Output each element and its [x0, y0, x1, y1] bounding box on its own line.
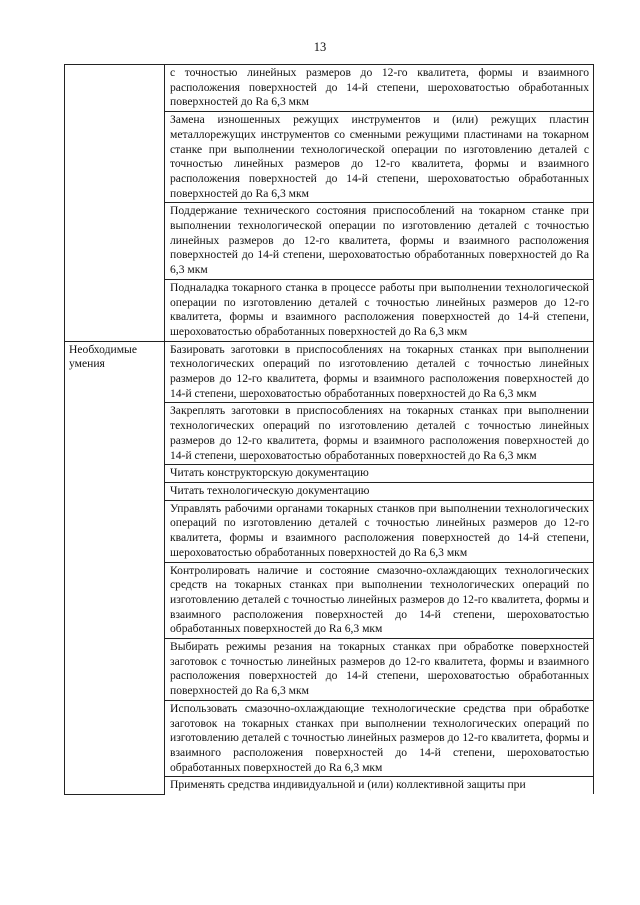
table-cell: Контролировать наличие и состояние смазочно-охлаждающих технологических средств на токарных станках при выполнении технологических операций по изготовлению деталей с точностью линейных размеров до 12-го квалитета, формы и взаимного расположения поверхностей до 14-й степени, шероховатостью обработанных поверхностей до Ra 6,3 мкм: [165, 562, 594, 639]
table-row: [65, 341, 594, 403]
table-cell: Подналадка токарного станка в процессе работы при выполнении технологической операции по изготовлению деталей с точностью линейных размеров до 12-го квалитета, формы и взаимного расположения поверхностей до 14-й степени, шероховатостью обработанных поверхностей до Ra 6,3 мкм: [165, 279, 594, 341]
table-cell: Использовать смазочно-охлаждающие технологические средства при обработке заготовок на токарных станках при выполнении технологических операций по изготовлению деталей с точностью линейных размеров до 12-го квалитета, формы и взаимного расположения поверхностей до 14-й степени, шероховатостью обработанных поверхностей до Ra 6,3 мкм: [165, 700, 594, 777]
table-cell: Читать технологическую документацию: [165, 482, 594, 500]
table-cell: с точностью линейных размеров до 12-го квалитета, формы и взаимного расположения поверхностей до 14-й степени, шероховатостью обработанных поверхностей до Ra 6,3 мкм: [165, 65, 594, 112]
table-cell: Поддержание технического состояния приспособлений на токарном станке при выполнении технологической операции по изготовлению деталей с точностью линейных размеров до 12-го квалитета, формы и взаимного расположения поверхностей до 14-й степени, шероховатостью обработанных поверхностей до Ra 6,3 мкм: [165, 203, 594, 280]
table-cell: Выбирать режимы резания на токарных станках при обработке поверхностей заготовок с точностью линейных размеров до 12-го квалитета, формы и взаимного расположения поверхностей до 14-й степени, шероховатостью обработанных поверхностей до Ra 6,3 мкм: [165, 639, 594, 701]
table-cell: Применять средства индивидуальной и (или) коллективной защиты при: [165, 777, 594, 794]
skills-label: Необходимые умения: [65, 341, 165, 794]
table-cell: Управлять рабочими органами токарных станков при выполнении технологических операций по изготовлению деталей с точностью линейных размеров до 12-го квалитета, формы и взаимного расположения поверхностей до 14-й степени, шероховатостью обработанных поверхностей до Ra 6,3 мкм: [165, 500, 594, 562]
page-number: 13: [313, 40, 327, 54]
table-cell: Читать конструкторскую документацию: [165, 465, 594, 483]
table-cell: Базировать заготовки в приспособлениях на токарных станках при выполнении технологических операций по изготовлению деталей с точностью линейных размеров до 12-го квалитета, формы и взаимного расположения поверхностей до 14-й степени, шероховатостью обработанных поверхностей до Ra 6,3 мкм: [165, 341, 594, 403]
empty-label-cell: [65, 65, 165, 342]
table-cell: Замена изношенных режущих инструментов и (или) режущих пластин металлорежущих инструментов со сменными режущими пластинами на токарном станке при выполнении технологической операции по изготовлению деталей с точностью линейных размеров до 12-го квалитета, формы и взаимного расположения поверхностей до 14-й степени, шероховатостью обработанных поверхностей до Ra 6,3 мкм: [165, 112, 594, 203]
table-row: [65, 65, 594, 112]
table-cell: Закреплять заготовки в приспособлениях на токарных станках при выполнении технологических операций по изготовлению деталей с точностью линейных размеров до 12-го квалитета, формы и взаимного расположения поверхностей до 14-й степени, шероховатостью обработанных поверхностей до Ra 6,3 мкм: [165, 403, 594, 465]
requirements-table: [64, 64, 594, 795]
